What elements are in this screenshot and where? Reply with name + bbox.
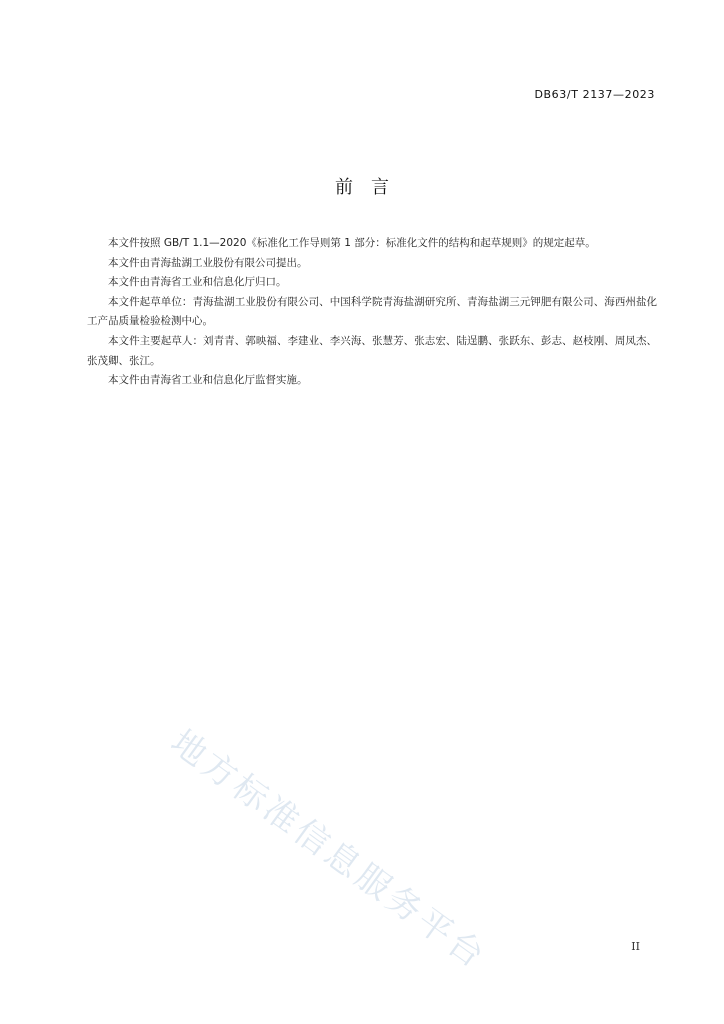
section-title: 前言 [335, 177, 407, 198]
watermark: 地方标准信息服务平台 [163, 722, 495, 978]
paragraph-drafting-units: 本文件起草单位：青海盐湖工业股份有限公司、中国科学院青海盐湖研究所、青海盐湖三元钾肥有限公司、海西州盐化工产品质量检验检测中心。 [87, 295, 657, 328]
page-number: II [631, 940, 640, 953]
foreword-body [87, 234, 657, 391]
paragraph-drafting-rules: 本文件按照 GB/T 1.1—2020《标准化工作导则第 1 部分：标准化文件的结构和起草规则》的规定起草。 [108, 237, 596, 249]
paragraph-supervisor: 本文件由青海省工业和信息化厅监督实施。 [108, 374, 308, 387]
paragraph-administrator: 本文件由青海省工业和信息化厅归口。 [108, 276, 287, 289]
paragraph-proposer: 本文件由青海盐湖工业股份有限公司提出。 [108, 256, 308, 269]
document-code: DB63/T 2137—2023 [534, 88, 655, 101]
paragraph-drafters: 本文件主要起草人：刘青青、郭映福、李建业、李兴海、张慧芳、张志宏、陆逞鹏、张跃东、彭志、赵枝刚、周凤杰、张茂卿、张江。 [87, 334, 657, 367]
